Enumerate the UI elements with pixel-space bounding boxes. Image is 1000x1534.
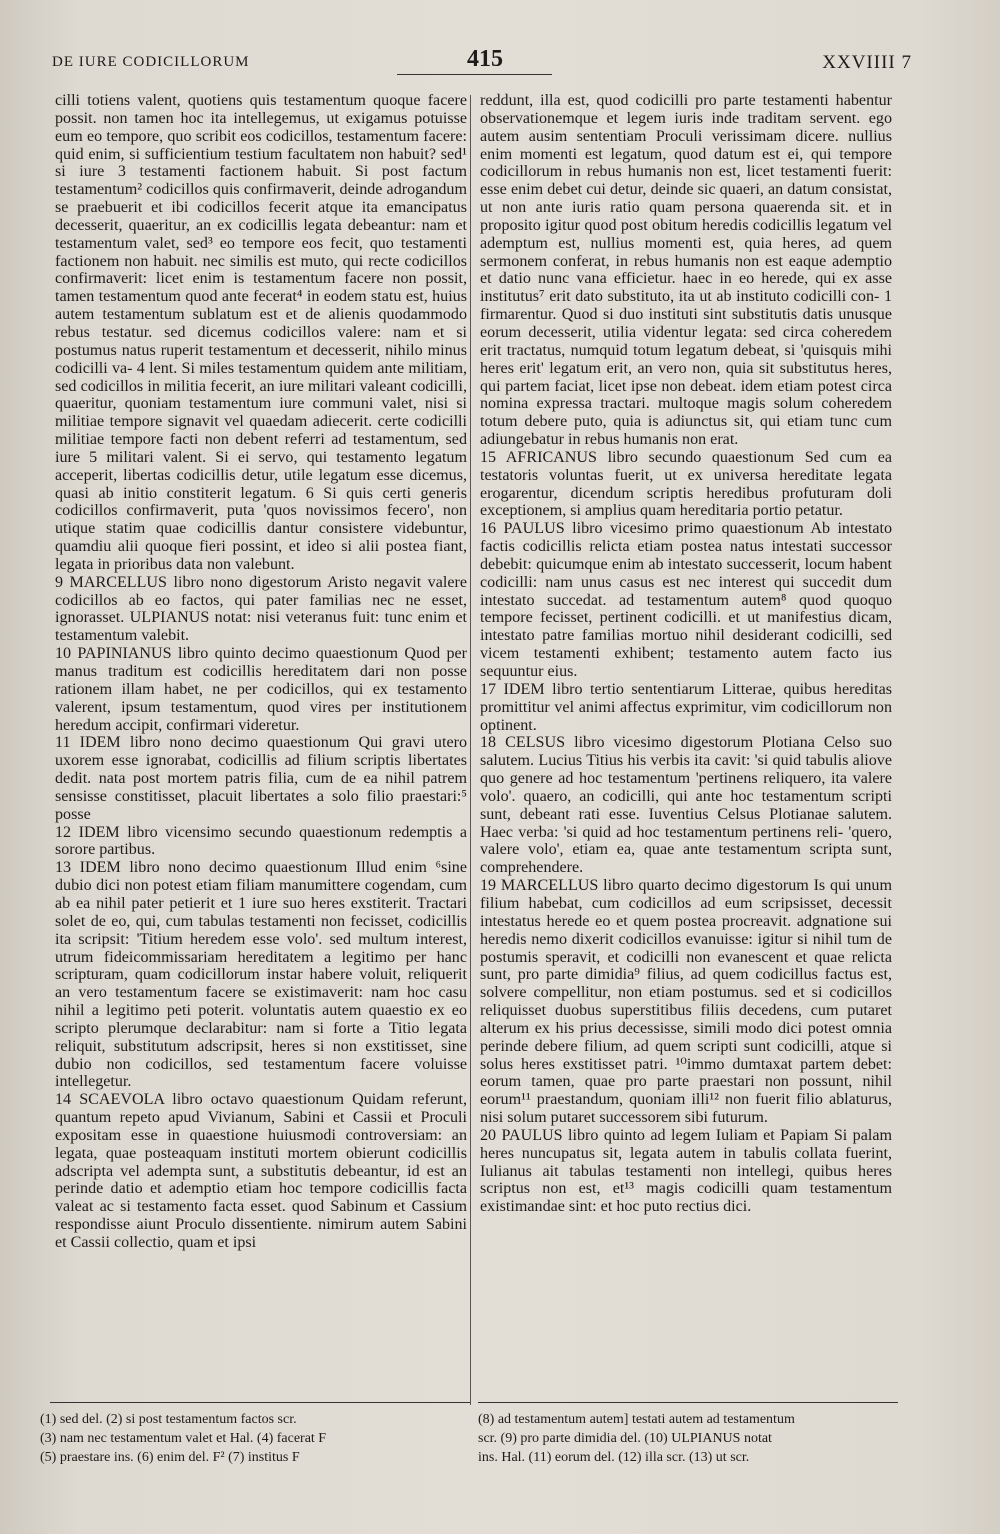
paragraph: 13 IDEM libro nono decimo quaestionum Illud enim ⁶sine dubio dici non potest etiam filiam manumittere cogendam, cum ab ea nihil pater petierit et 1 iure suo heres exstiterit. Tractari solet de eo, qui, cum tabulas testamenti non fecisset, codicillis ita scripsit: 'Titium heredem esse volo'. sed multum interest, utrum fideicommissariam hereditatem a legitimo per hanc scripturam, quam codicillorum instar habere voluit, reliquerit an vero testamentum facere se existimaverit: nam hoc casu nihil a legitimo peti poterit. voluntatis autem quaestio ex eo scripto plerumque declarabitur: nam si forte a Titio legata reliquit, substitutum adscripsit, heres si non exstitisset, sine dubio non codicillos, sed testamentum facere voluisse intellegetur. <box>55 859 467 1091</box>
paragraph: 11 IDEM libro nono decimo quaestionum Qui gravi utero uxorem esse ignorabat, codicillis ad filium scriptis libertates dedit. nata post mortem patris filia, cum de ea nihil patrem sensisse constitisset, placuit libertates a solo filio praestari:⁵ posse <box>55 734 467 823</box>
paragraph: 16 PAULUS libro vicesimo primo quaestionum Ab intestato factis codicillis relicta etiam postea natus intestati successor debebit: quicumque enim ab intestato successerit, locum habent codicilli: nam unus casus est nec interest qui succedit dum intestato succedat. ad testamentum autem⁸ quod quoquo tempore fecisset, pertinent codicilli. et ut manifestius dicam, intestato patre familias mortuo nihil desiderant codicilli, sed vicem testamenti exhibent; testamento autem facto ius sequuntur eius. <box>480 520 892 680</box>
paragraph: 12 IDEM libro vicensimo secundo quaestionum redemptis a sorore partibus. <box>55 823 467 859</box>
paragraph: 9 MARCELLUS libro nono digestorum Aristo negavit valere codicillos ab eo factos, qui pater familias nec ne esset, ignorasset. ULPIANUS notat: nisi veteranus fuit: tunc enim et testamentum valebit. <box>55 573 467 645</box>
book-reference: XXVIIII 7 <box>822 52 912 73</box>
footnote-line: ins. Hal. (11) eorum del. (12) illa scr. (13) ut scr. <box>478 1450 750 1465</box>
footnote-line: (3) nam nec testamentum valet et Hal. (4) facerat F <box>40 1431 327 1446</box>
paragraph: 15 AFRICANUS libro secundo quaestionum Sed cum ea testatoris voluntas fuerit, ut ex universa hereditate legata erogarentur, dicendum scriptis heredibus profuturam doli exceptionem, si amplius quam hereditaria portio petatur. <box>480 448 892 520</box>
paragraph: reddunt, illa est, quod codicilli pro parte testamenti habentur observationemque et legem iuris inde traditam servent. ego autem ausim sententiam Proculi verissimam dicere. nullius enim momenti est legatum, quod datum est ei, qui tempore codicillorum in rebus humanis non est, licet testamenti fuerit: esse enim debet cui detur, deinde sic quaeri, an datum consistat, ut non ante iuris ratio quam persona quaerenda sit. et in proposito igitur quod post obitum heredis codicillis legatum vel ademptum est, nullius momenti est, quia heres, ad quem sermonem conferat, in rebus humanis non est eaque ademptio et datio nunc vana efficietur. haec in eo herede, qui ex asse institutus⁷ erit dato substituto, ita ut ab instituto codicilli con- 1 firmarentur. Quod si duo instituti sint substitutis datis unusque eorum decesserit, utilia videntur legata: sed circa coheredem erit tractatus, numquid totum legatum debeat, si 'quisquis mihi heres erit' legatum erit, an vero non, quia sit substitutus heres, qui partem faciat, licet ipse non debeat. idem etiam potest circa nomina expressa tractari. multoque magis solum coheredem totum debere puto, quia is adiunctus sit, qui etiam tunc cum adiungebatur in rebus humanis non erat. <box>480 92 892 449</box>
paragraph: 18 CELSUS libro vicesimo digestorum Plotiana Celso suo salutem. Lucius Titius his verbis ita cavit: 'si quid tabulis aliove quo genere ad hoc testamentum 'pertinens reliquero, ita valere volo'. quaero, an codicilli, qui ante hoc testamentum scripti sunt, debeant rati esse. Iuventius Celsus Plotianae salutem. Haec verba: 'si quid ad hoc testamentum pertinens reli- 'quero, valere volo', etiam ea, quae ante testamentum scripta sunt, comprehendere. <box>480 734 892 877</box>
header-rule <box>397 74 552 75</box>
paragraph: 10 PAPINIANUS libro quinto decimo quaestionum Quod per manus traditum est codicillis hereditatem dari non posse rationem illam habet, ne per codicillos, qui ex testamento valerent, ipsum testamentum, quod vires per institutionem heredum accipit, confirmari videretur. <box>55 645 467 734</box>
footnotes-right <box>478 1410 898 1467</box>
footnotes-left <box>40 1410 460 1467</box>
paragraph: 20 PAULUS libro quinto ad legem Iuliam et Papiam Si palam heres nuncupatus sit, legata autem in tabulis collata fuerint, Iulianus ait tabulas testamenti non intellegi, quibus heres scriptus non est, et¹³ magis codicilli quam testamentum existimandae sint: et hoc puto rectius dici. <box>480 1126 892 1216</box>
paragraph: 14 SCAEVOLA libro octavo quaestionum Quidam referunt, quantum repeto apud Vivianum, Sabini et Cassii et Proculi expositam esse in quaestione huiusmodi controversiam: an legata, quae posteaquam instituti mortem obierunt codicillis adscripta vel adempta sunt, a substitutis debeantur, id est an perinde datio et ademptio etiam hoc tempore codicillis facta valeat ac si testamento facta esset. quod Sabinum et Cassium respondisse aiunt Proculo dissentiente. nimirum autem Sabini et Cassii collectio, quam et ipsi <box>55 1091 467 1251</box>
paragraph: cilli totiens valent, quotiens quis testamentum quoque facere possit. non tamen hoc ita intellegemus, ut exigamus potuisse eum eo tempore, quo scribit eos codicillos, testamentum facere: quid enim, si sufficientium testium facultatem non habuit? sed¹ si iure 3 testamenti factionem habuit. Si post factum testamentum² codicillos quis confirmaverit, deinde adrogandum se praebuerit et ibi codicillos fecerit atque ita emancipatus decesserit, quaeritur, an ex codicillis legata debeantur: nam et testamentum valet, sed³ eo tempore eos fecit, quo testamenti factionem non habuit. nec similis est muto, qui recte codicillos confirmaverit: licet enim is testamentum facere non possit, tamen testamentum quod ante fecerat⁴ in eodem statu est, huius autem testamentum sublatum est et de alienis quodammodo rebus testatur. sed dicemus codicillos valere: nam et si postumus natus ruperit testamentum et decesserit, nihilo minus codicilli va- 4 lent. Si miles testamentum quidem ante militiam, sed codicillos in militia fecerit, an iure militari valeant codicilli, quaeritur, quoniam testamentum iure communi valet, nisi si militiae tempore signavit vel quaedam adiecerit. certe codicilli militiae tempore facti non debent referri ad testamentum, sed iure 5 militari valent. Si ei servo, qui testamento legatum acceperit, libertas codicillis detur, utile legatum esse dicemus, quasi ab initio constiterit legatum. 6 Si quis certi generis codicillos confirmaverit, puta 'quos novissimos fecero', non utique statim quae codicillis dantur consistere videbuntur, quamdiu alii quoque fieri possint, et ideo si alii postea fiant, legata in prioribus data non valebunt. <box>55 92 467 573</box>
footnote-rule-right <box>478 1402 898 1403</box>
running-header <box>52 46 912 86</box>
footnote-line: scr. (9) pro parte dimidia del. (10) ULPIANUS notat <box>478 1431 772 1446</box>
footnote-line: (1) sed del. (2) si post testamentum factos scr. <box>40 1412 297 1427</box>
right-column <box>480 92 892 1216</box>
column-divider <box>470 95 471 1405</box>
running-title: DE IURE CODICILLORUM <box>52 54 250 70</box>
left-column <box>55 92 467 1252</box>
footnote-rule-left <box>50 1402 470 1403</box>
footnote-line: (8) ad testamentum autem] testati autem ad testamentum <box>478 1412 795 1427</box>
footnote-line: (5) praestare ins. (6) enim del. F² (7) institus F <box>40 1450 300 1465</box>
paragraph: 17 IDEM libro tertio sententiarum Litterae, quibus hereditas promittitur vel animi affectus exprimitur, vim codicillorum non optinent. <box>480 680 892 734</box>
paragraph: 19 MARCELLUS libro quarto decimo digestorum Is qui unum filium habebat, cum codicillos ad eum scripsisset, decessit intestatus herede eo et quem postea procreavit. adgnatione sui heredis nemo dixerit codicillos evanuisse: igitur si nihil tum de postumis speravit, et codicilli non evanescent et quae relicta sunt, pro parte dimidia⁹ filius, ad quem codicillus factus est, solvere compellitur, non etiam postumus. sed et si codicillos reliquisset duobus superstitibus filiis decedens, cum putaret alterum ex his prius decessisse, simili modo dici potest omnia perinde debere filium, ad quem scripti sunt codicilli, atque si solus heres exstitisset patri. ¹⁰immo dumtaxat partem debet: eorum tamen, quae pro parte praestari non possunt, nihil eorum¹¹ praestandum, quoniam illi¹² non fuerit filio ablaturus, nisi solum putaret successorem sibi futurum. <box>480 877 892 1127</box>
page-number: 415 <box>467 46 503 72</box>
